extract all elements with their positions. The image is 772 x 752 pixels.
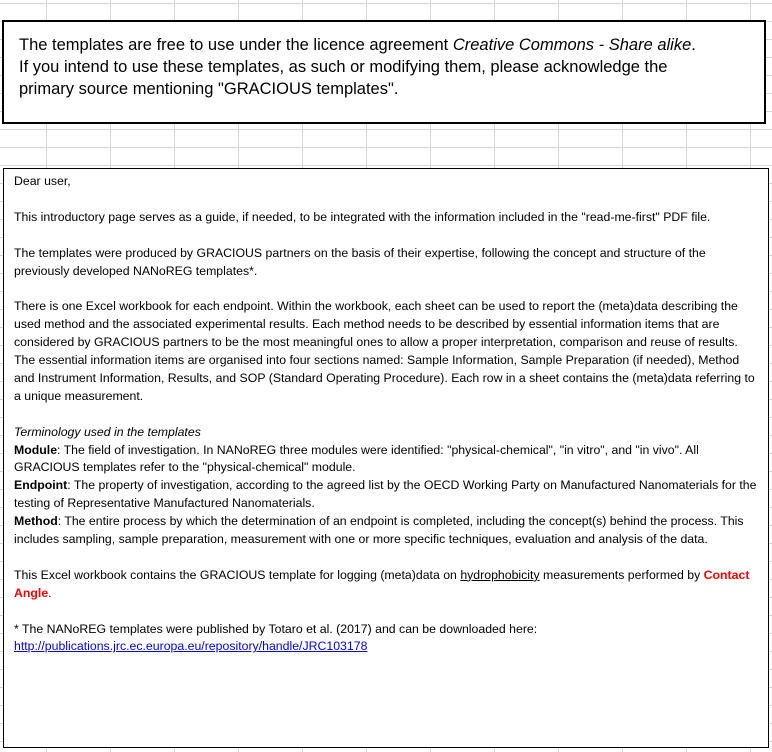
footnote: * The NANoREG templates were published by Totaro et al. (2017) and can be downloaded here: [14,621,538,636]
definition-module [14,442,758,478]
workbook-middle: measurements performed by [539,567,704,582]
greeting: Dear user, [14,174,71,188]
workbook-endpoint: hydrophobicity [460,567,540,582]
licence-notice-box [2,20,766,124]
definition-method-text: : The entire process by which the determination of an endpoint is completed, including the concept(s) behind the process. This includes sampling, sample preparation, measurement with one or more specific techniques, evaluation and analysis of the data. [14,514,744,547]
definition-endpoint-text: : The property of investigation, according to the agreed list by the OECD Working Party on Manufactured Nanomaterials for the testing of Representative Manufactured Nanomaterials. [14,478,757,511]
workbook-suffix: . [48,585,52,600]
definition-method [14,513,758,549]
workbook-method: Contact Angle [14,567,750,600]
introduction-box [3,168,769,748]
term-endpoint: Endpoint [14,478,68,493]
licence-name: Creative Commons - Share alike [452,36,692,54]
workbook-description [14,567,758,603]
term-module: Module [14,442,58,457]
definition-endpoint [14,477,758,513]
intro-paragraph-structure: There is one Excel workbook for each endpoint. Within the workbook, each sheet can be used to report the (meta)data describing the used method and the associated experimental results. Each method needs to be described by essential information items that are considered by GRACIOUS partners to be the most meaningful ones to allow a proper interpretation, comparison and reuse of results. The essential information items are organised into four sections named: Sample Information, Sample Preparation (if needed), Method and Instrument Information, Results, and SOP (Standard Operating Procedure). Each row in a sheet contains the (meta)data referring to a unique measurement. [14,299,755,403]
licence-line-1-prefix: The templates are free to use under the licence agreement [19,36,453,54]
licence-line-1 [19,34,752,56]
intro-paragraph-guide: This introductory page serves as a guide, if needed, to be integrated with the information included in the "read-me-first" PDF file. [14,209,711,224]
definition-module-text: : The field of investigation. In NANoREG three modules were identified: "physical-chemical", "in vitro", and "in vivo". All GRACIOUS templates refer to the "physical-chemical" module. [14,442,699,475]
terminology-heading [14,424,758,442]
licence-line-2: If you intend to use these templates, as such or modifying them, please acknowledge the [19,58,668,76]
intro-paragraph-origin: The templates were produced by GRACIOUS partners on the basis of their expertise, following the concept and structure of the previously developed NANoREG templates*. [14,245,706,278]
terminology-heading-text: Terminology used in the templates [14,424,201,439]
nanoreg-repository-link[interactable]: http://publications.jrc.ec.europa.eu/repository/handle/JRC103178 [14,639,368,654]
term-method: Method [14,514,58,529]
licence-line-3: primary source mentioning "GRACIOUS templates". [19,80,399,98]
workbook-prefix: This Excel workbook contains the GRACIOUS template for logging (meta)data on [14,567,461,582]
licence-line-1-suffix: . [691,36,696,54]
footnote-link-line [14,638,758,656]
